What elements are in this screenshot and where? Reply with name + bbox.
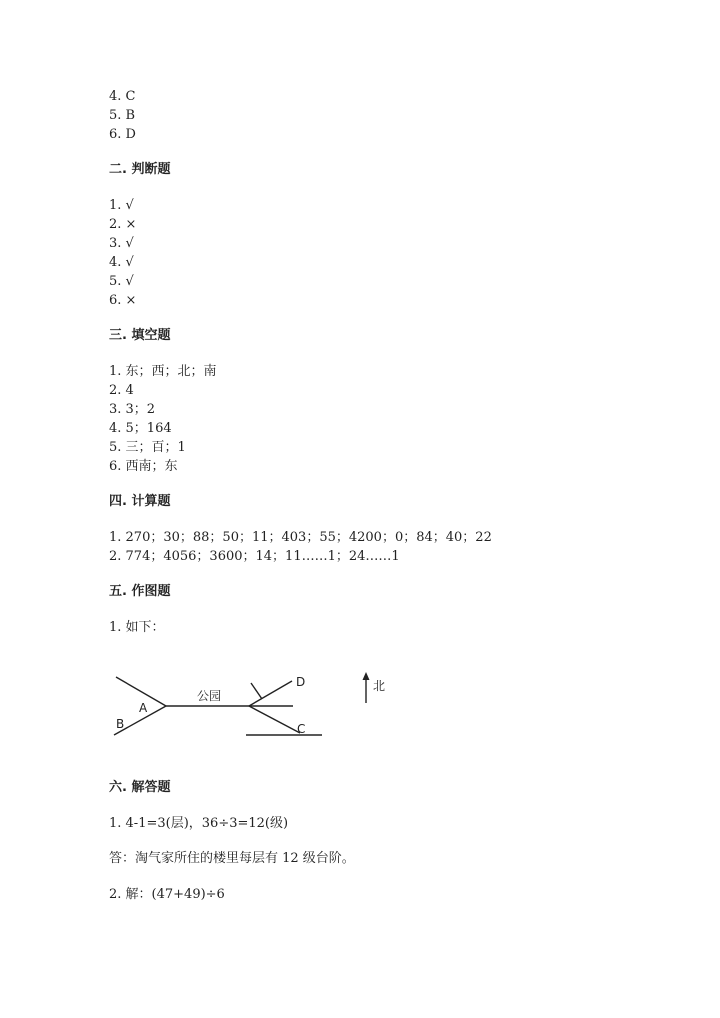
answer-line: 3. 3；2 <box>109 402 156 417</box>
answer-line: 2. × <box>109 217 137 232</box>
section-heading-fill-blank: 三. 填空题 <box>109 328 171 343</box>
answer-line: 5. 三；百；1 <box>109 440 186 455</box>
answer-line: 6. D <box>109 127 136 142</box>
answer-line: 5. √ <box>109 274 134 289</box>
label-d: D <box>296 675 306 689</box>
north-arrow-head-icon <box>363 672 370 680</box>
answer-line: 答：淘气家所住的楼里每层有 12 级台阶。 <box>109 851 355 866</box>
label-north: 北 <box>373 679 386 693</box>
label-park: 公园 <box>197 689 222 703</box>
answer-line: 3. √ <box>109 236 134 251</box>
section-heading-judgement: 二. 判断题 <box>109 162 171 177</box>
answer-line: 4. √ <box>109 255 134 270</box>
answer-line: 2. 774；4056；3600；14；11……1；24……1 <box>109 549 400 564</box>
answer-line: 1. 如下： <box>109 620 165 635</box>
answer-line: 2. 4 <box>109 383 134 398</box>
answer-line: 6. × <box>109 293 137 308</box>
label-a: A <box>139 701 148 715</box>
diagram-line <box>251 683 262 699</box>
answer-line: 2. 解：(47+49)÷6 <box>109 887 225 902</box>
answer-line: 6. 西南；东 <box>109 459 178 474</box>
label-b: B <box>116 717 125 731</box>
answer-line: 1. 4-1=3(层)，36÷3=12(级) <box>109 816 289 831</box>
section-heading-drawing: 五. 作图题 <box>109 584 171 599</box>
answer-line: 1. 270；30；88；50；11；403；55；4200；0；84；40；22 <box>109 530 492 545</box>
answer-line: 1. √ <box>109 198 134 213</box>
answer-line: 4. C <box>109 89 136 104</box>
label-c: C <box>297 722 306 736</box>
section-heading-calculation: 四. 计算题 <box>109 494 171 509</box>
answer-line: 5. B <box>109 108 136 123</box>
diagram-line <box>249 706 300 733</box>
section-heading-solution: 六. 解答题 <box>109 780 171 795</box>
diagram-line <box>249 681 292 706</box>
answer-line: 4. 5；164 <box>109 421 172 436</box>
answer-line: 1. 东；西；北；南 <box>109 364 217 379</box>
